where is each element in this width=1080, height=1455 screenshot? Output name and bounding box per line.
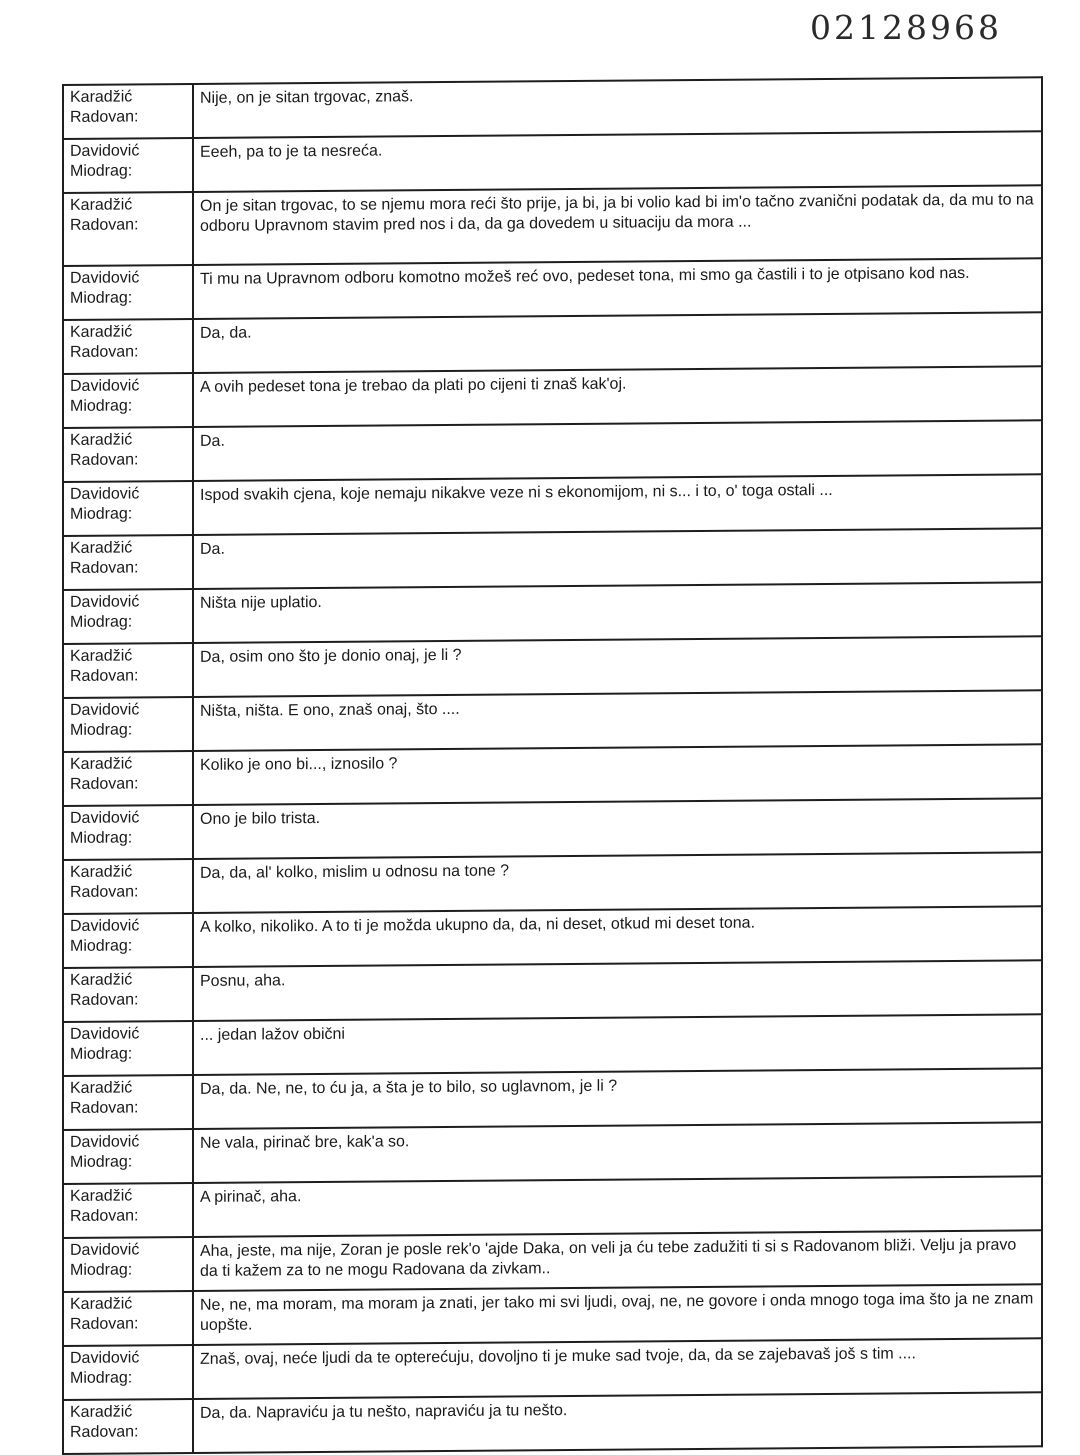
transcript-row xyxy=(63,1014,1042,1076)
transcript-row xyxy=(63,1230,1042,1292)
speaker-first-name: Miodrag: xyxy=(70,937,133,955)
speaker-first-name: Radovan: xyxy=(70,1315,139,1333)
transcript-row xyxy=(63,1338,1042,1400)
utterance-cell: Da, da. Napraviću ja tu nešto, napraviću ja tu nešto. xyxy=(193,1392,1042,1453)
speaker-last-name: Karadžić xyxy=(70,1079,133,1097)
speaker-first-name: Miodrag: xyxy=(70,721,133,739)
speaker-first-name: Radovan: xyxy=(70,775,139,793)
speaker-last-name: Karadžić xyxy=(70,431,133,449)
speaker-first-name: Radovan: xyxy=(70,451,139,469)
utterance-cell: Znaš, ovaj, neće ljudi da te opterećuju, dovoljno ti je muke sad tvoje, da, da se zajebavaš još s tim .... xyxy=(193,1338,1042,1399)
speaker-first-name: Miodrag: xyxy=(70,1153,133,1171)
transcript-row xyxy=(63,906,1042,968)
utterance-cell: Ništa nije uplatio. xyxy=(193,582,1042,643)
utterance-cell: Koliko je ono bi..., iznosilo ? xyxy=(193,744,1042,805)
speaker-cell xyxy=(63,751,193,806)
speaker-last-name: Karadžić xyxy=(70,1403,133,1421)
transcript-row xyxy=(63,366,1042,428)
transcript-row xyxy=(63,636,1042,698)
utterance-cell: Nije, on je sitan trgovac, znaš. xyxy=(193,77,1042,138)
speaker-last-name: Davidović xyxy=(70,142,140,160)
utterance-cell: Posnu, aha. xyxy=(193,960,1042,1021)
speaker-last-name: Davidović xyxy=(70,1025,140,1043)
speaker-first-name: Radovan: xyxy=(70,883,139,901)
speaker-first-name: Miodrag: xyxy=(70,397,133,415)
speaker-last-name: Karadžić xyxy=(70,863,133,881)
transcript-row xyxy=(63,852,1042,914)
speaker-last-name: Davidović xyxy=(70,377,140,395)
speaker-first-name: Radovan: xyxy=(70,1207,139,1225)
transcript-row xyxy=(63,582,1042,644)
transcript-row xyxy=(63,312,1042,374)
speaker-first-name: Radovan: xyxy=(70,667,139,685)
speaker-first-name: Radovan: xyxy=(70,216,139,234)
speaker-last-name: Karadžić xyxy=(70,196,133,214)
speaker-cell xyxy=(63,859,193,914)
speaker-first-name: Radovan: xyxy=(70,559,139,577)
speaker-first-name: Miodrag: xyxy=(70,289,133,307)
speaker-last-name: Karadžić xyxy=(70,539,133,557)
speaker-cell xyxy=(63,427,193,482)
utterance-cell: ... jedan lažov obični xyxy=(193,1014,1042,1075)
speaker-cell xyxy=(63,1183,193,1238)
speaker-cell xyxy=(63,643,193,698)
transcript-row xyxy=(63,131,1042,193)
transcript-row xyxy=(63,1176,1042,1238)
speaker-last-name: Davidović xyxy=(70,701,140,719)
transcript-table xyxy=(62,76,1043,1455)
speaker-last-name: Karadžić xyxy=(70,755,133,773)
speaker-cell xyxy=(63,481,193,536)
transcript-row xyxy=(63,185,1042,266)
transcript-row xyxy=(63,258,1042,320)
speaker-first-name: Radovan: xyxy=(70,991,139,1009)
utterance-cell: Ne, ne, ma moram, ma moram ja znati, jer tako mi svi ljudi, ovaj, ne, ne govore i onda mnogo toga ima što ja ne znam uopšte. xyxy=(193,1284,1042,1345)
utterance-cell: Ispod svakih cjena, koje nemaju nikakve veze ni s ekonomijom, ni s... i to, o' toga ostali ... xyxy=(193,474,1042,535)
speaker-cell xyxy=(63,265,193,320)
utterance-cell: Ti mu na Upravnom odboru komotno možeš reć ovo, pedeset tona, mi smo ga častili i to je otpisano kod nas. xyxy=(193,258,1042,319)
speaker-cell xyxy=(63,913,193,968)
speaker-cell xyxy=(63,373,193,428)
transcript-row xyxy=(63,690,1042,752)
utterance-cell: Da. xyxy=(193,420,1042,481)
speaker-last-name: Davidović xyxy=(70,1133,140,1151)
speaker-cell xyxy=(63,1075,193,1130)
utterance-cell: Eeeh, pa to je ta nesreća. xyxy=(193,131,1042,192)
speaker-cell xyxy=(63,805,193,860)
speaker-cell xyxy=(63,1291,193,1346)
utterance-cell: A ovih pedeset tona je trebao da plati po cijeni ti znaš kak'oj. xyxy=(193,366,1042,427)
speaker-last-name: Karadžić xyxy=(70,1187,133,1205)
speaker-first-name: Miodrag: xyxy=(70,1369,133,1387)
utterance-cell: Da, da. xyxy=(193,312,1042,373)
speaker-last-name: Davidović xyxy=(70,593,140,611)
utterance-cell: Ništa, ništa. E ono, znaš onaj, što .... xyxy=(193,690,1042,751)
utterance-cell: Da, osim ono što je donio onaj, je li ? xyxy=(193,636,1042,697)
utterance-cell: Ne vala, pirinač bre, kak'a so. xyxy=(193,1122,1042,1183)
speaker-cell xyxy=(63,589,193,644)
speaker-first-name: Miodrag: xyxy=(70,613,133,631)
transcript-row xyxy=(63,420,1042,482)
speaker-last-name: Karadžić xyxy=(70,1295,133,1313)
utterance-cell: Da, da. Ne, ne, to ću ja, a šta je to bilo, so uglavnom, je li ? xyxy=(193,1068,1042,1129)
transcript-body xyxy=(63,77,1042,1454)
speaker-cell xyxy=(63,138,193,193)
speaker-last-name: Davidović xyxy=(70,269,140,287)
transcript-row xyxy=(63,474,1042,536)
utterance-cell: Ono je bilo trista. xyxy=(193,798,1042,859)
speaker-first-name: Miodrag: xyxy=(70,1045,133,1063)
speaker-cell xyxy=(63,1021,193,1076)
speaker-last-name: Karadžić xyxy=(70,323,133,341)
document-number: 02128968 xyxy=(810,8,1002,47)
speaker-cell xyxy=(63,967,193,1022)
speaker-cell xyxy=(63,1237,193,1292)
speaker-last-name: Davidović xyxy=(70,809,140,827)
speaker-first-name: Radovan: xyxy=(70,343,139,361)
speaker-cell xyxy=(63,1129,193,1184)
utterance-cell: A kolko, nikoliko. A to ti je možda ukupno da, da, ni deset, otkud mi deset tona. xyxy=(193,906,1042,967)
speaker-last-name: Davidović xyxy=(70,917,140,935)
speaker-cell xyxy=(63,319,193,374)
speaker-cell xyxy=(63,697,193,752)
speaker-first-name: Radovan: xyxy=(70,108,139,126)
utterance-cell: On je sitan trgovac, to se njemu mora reći što prije, ja bi, ja bi volio kad bi im'o tačno zvanični podatak da, da mu to na odboru Upravnom stavim pred nos i da, da ga dovedem u situaciju da mora ... xyxy=(193,185,1042,265)
speaker-last-name: Davidović xyxy=(70,485,140,503)
utterance-cell: Da. xyxy=(193,528,1042,589)
speaker-last-name: Davidović xyxy=(70,1241,140,1259)
speaker-cell xyxy=(63,84,193,139)
speaker-last-name: Davidović xyxy=(70,1349,140,1367)
speaker-first-name: Radovan: xyxy=(70,1423,139,1441)
speaker-last-name: Karadžić xyxy=(70,88,133,106)
transcript-row xyxy=(63,1284,1042,1346)
transcript-row xyxy=(63,1068,1042,1130)
speaker-last-name: Karadžić xyxy=(70,647,133,665)
speaker-first-name: Miodrag: xyxy=(70,505,133,523)
transcript-row xyxy=(63,77,1042,139)
utterance-cell: A pirinač, aha. xyxy=(193,1176,1042,1237)
speaker-first-name: Radovan: xyxy=(70,1099,139,1117)
transcript-row xyxy=(63,528,1042,590)
speaker-first-name: Miodrag: xyxy=(70,1261,133,1279)
transcript-row xyxy=(63,1392,1042,1454)
transcript-row xyxy=(63,1122,1042,1184)
speaker-cell xyxy=(63,1345,193,1400)
speaker-last-name: Karadžić xyxy=(70,971,133,989)
speaker-cell xyxy=(63,192,193,266)
transcript-row xyxy=(63,798,1042,860)
speaker-first-name: Miodrag: xyxy=(70,829,133,847)
transcript-row xyxy=(63,960,1042,1022)
utterance-cell: Da, da, al' kolko, mislim u odnosu na tone ? xyxy=(193,852,1042,913)
speaker-cell xyxy=(63,1399,193,1454)
speaker-cell xyxy=(63,535,193,590)
utterance-cell: Aha, jeste, ma nije, Zoran je posle rek'o 'ajde Daka, on veli ja ću tebe zadužiti ti si s Radovanom bliži. Velju ja pravo da ti kažem za to ne mogu Radovana da zivkam.. xyxy=(193,1230,1042,1291)
transcript-row xyxy=(63,744,1042,806)
speaker-first-name: Miodrag: xyxy=(70,162,133,180)
